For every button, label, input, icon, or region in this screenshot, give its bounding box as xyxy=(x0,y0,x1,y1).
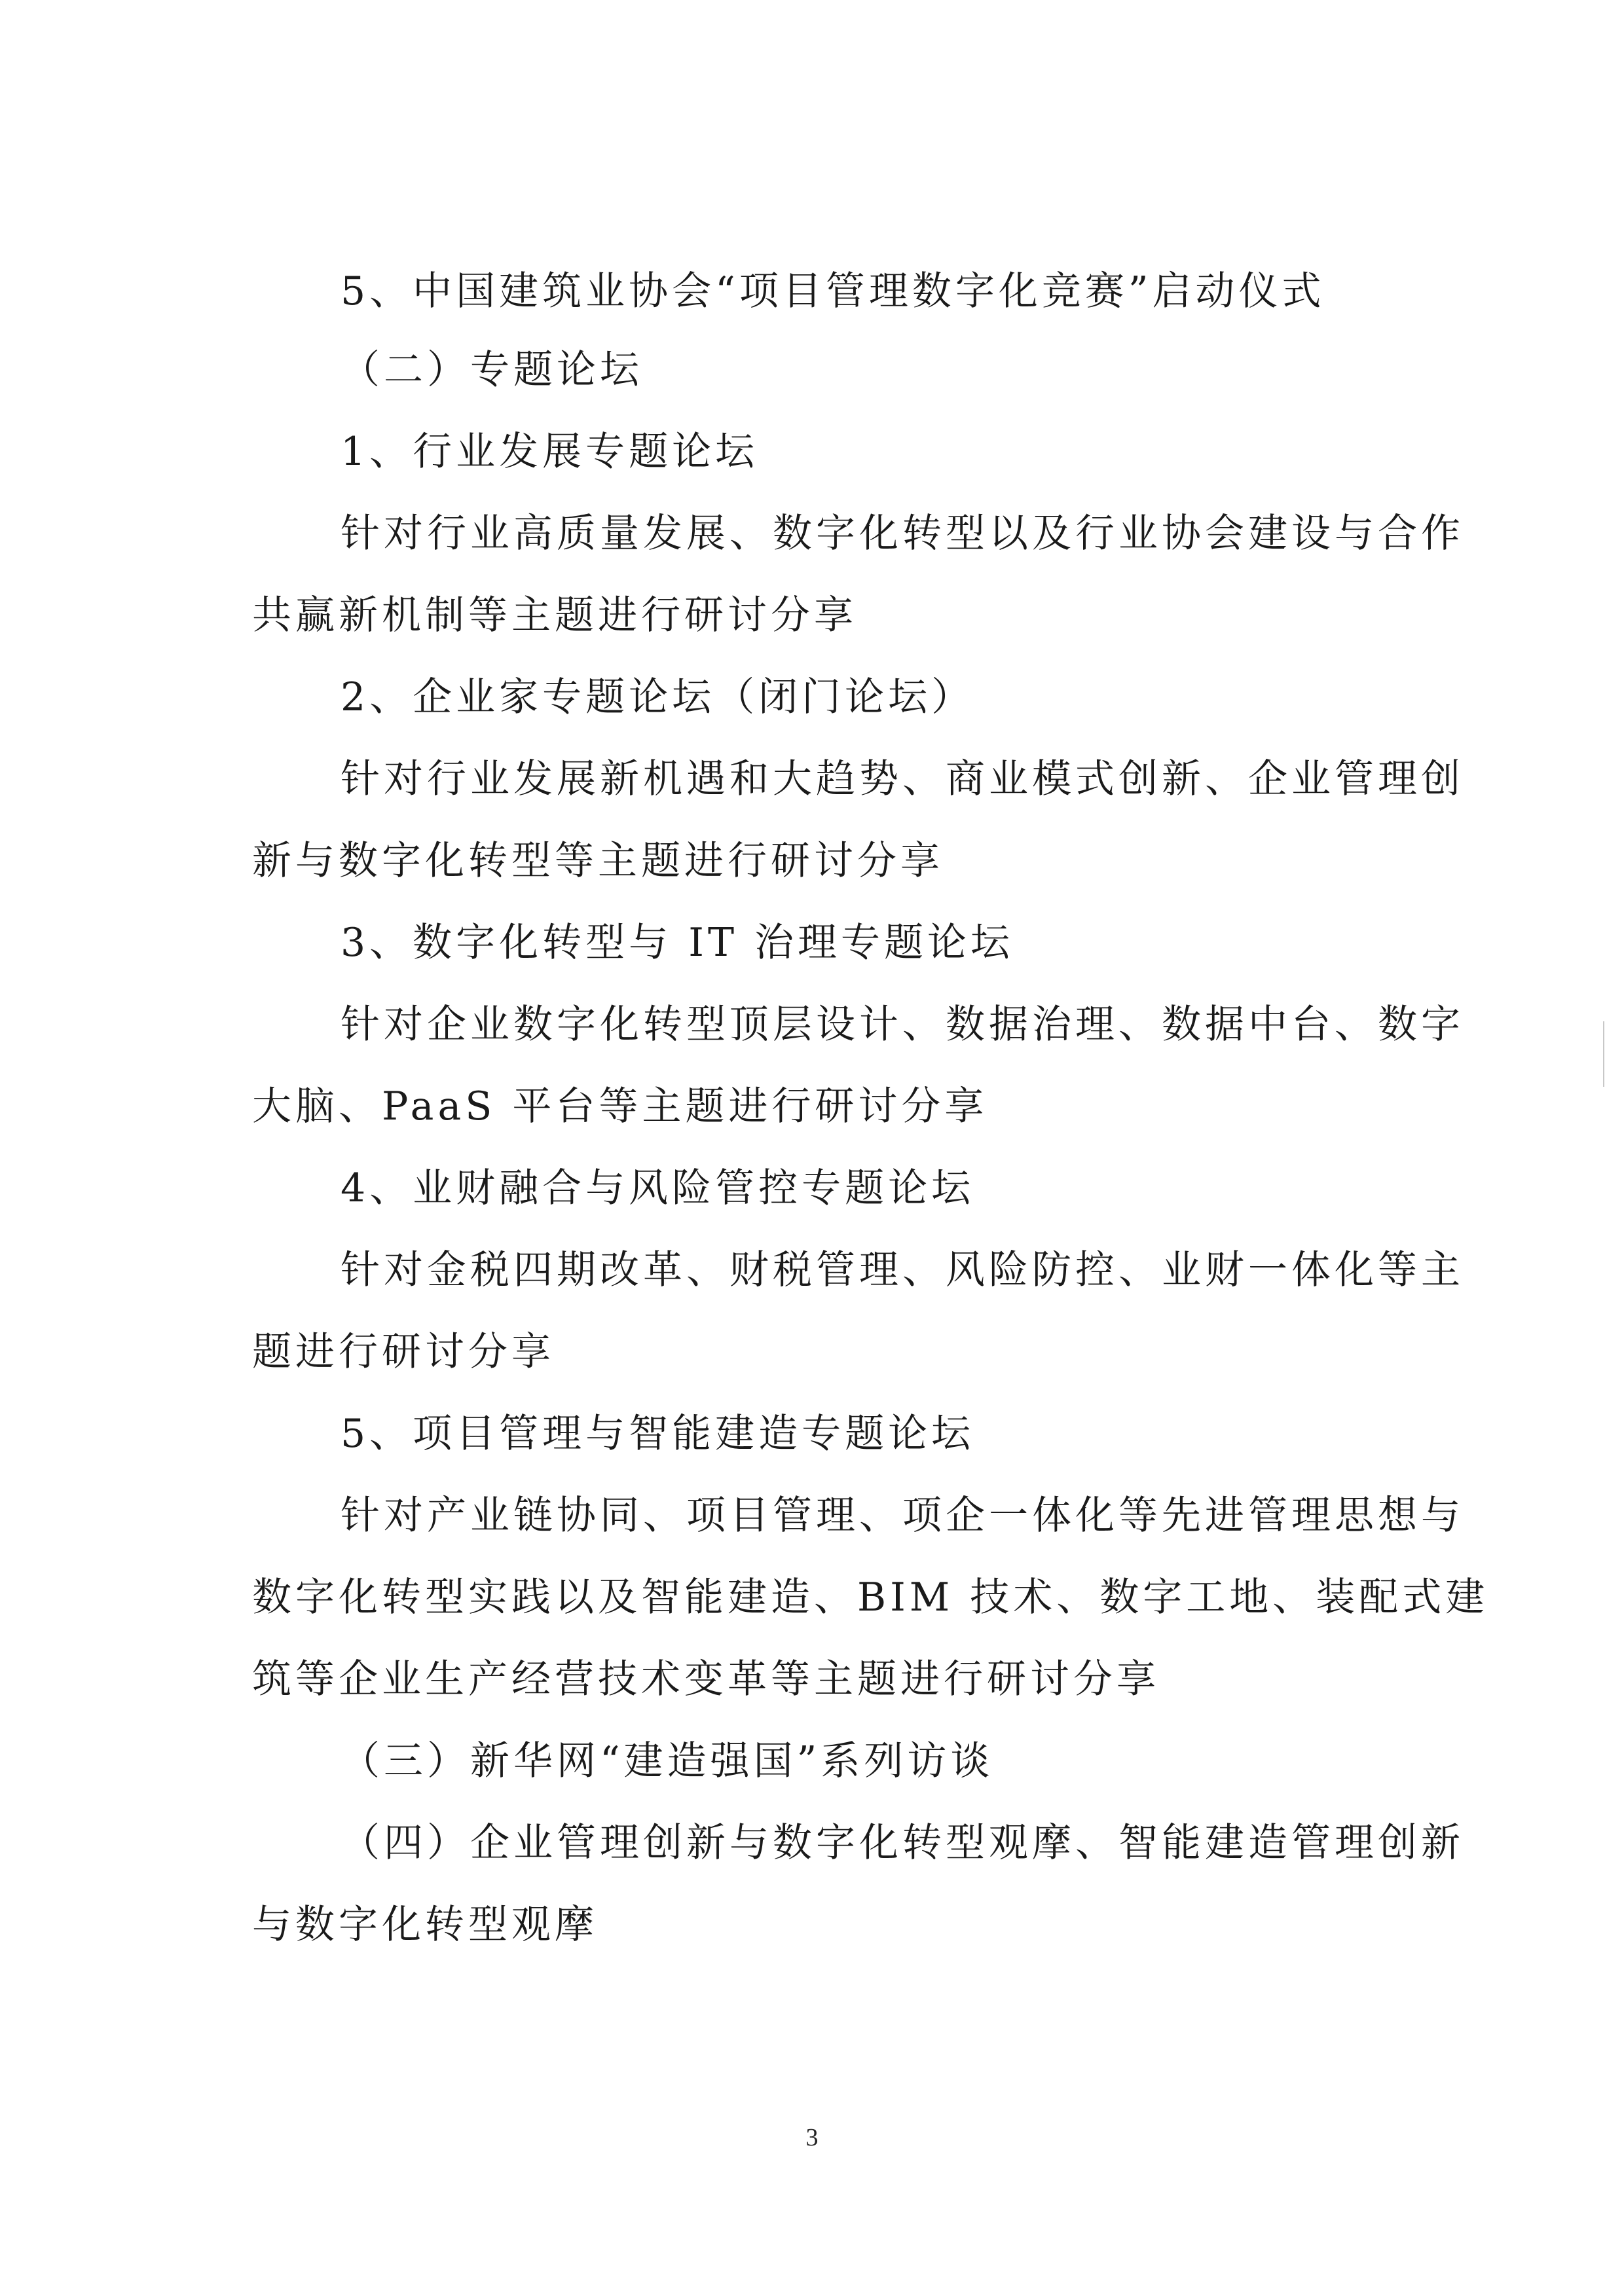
section-heading-observation-continued: 与数字化转型观摩 xyxy=(252,1902,598,1948)
forum-title-entrepreneur: 2、企业家专题论坛（闭门论坛） xyxy=(341,674,975,720)
forum-title-industry-development: 1、行业发展专题论坛 xyxy=(341,429,759,475)
forum-description-line: 共赢新机制等主题进行研讨分享 xyxy=(252,592,857,638)
forum-description-line: 筑等企业生产经营技术变革等主题进行研讨分享 xyxy=(252,1656,1160,1702)
forum-description-line: 针对行业高质量发展、数字化转型以及行业协会建设与合作 xyxy=(341,511,1464,556)
forum-description-line: 题进行研讨分享 xyxy=(252,1329,555,1375)
forum-description-line: 针对产业链协同、项目管理、项企一体化等先进管理思想与 xyxy=(341,1493,1464,1539)
text-line-launch-ceremony: 5、中国建筑业协会“项目管理数字化竞赛”启动仪式 xyxy=(341,268,1325,314)
forum-description-line: 数字化转型实践以及智能建造、BIM 技术、数字工地、装配式建 xyxy=(252,1575,1489,1620)
scan-edge-mark xyxy=(1603,1021,1604,1087)
section-heading-interview-series: （三）新华网“建造强国”系列访谈 xyxy=(341,1738,994,1784)
forum-description-line: 针对金税四期改革、财税管理、风险防控、业财一体化等主 xyxy=(341,1247,1464,1293)
forum-description-line: 大脑、PaaS 平台等主题进行研讨分享 xyxy=(252,1084,988,1129)
forum-title-risk-control: 4、业财融合与风险管控专题论坛 xyxy=(341,1165,975,1211)
section-heading-special-forums: （二）专题论坛 xyxy=(341,347,643,393)
forum-title-smart-construction: 5、项目管理与智能建造专题论坛 xyxy=(341,1411,975,1457)
forum-description-line: 针对行业发展新机遇和大趋势、商业模式创新、企业管理创 xyxy=(341,756,1464,802)
page-number: 3 xyxy=(805,2124,819,2151)
section-heading-observation: （四）企业管理创新与数字化转型观摩、智能建造管理创新 xyxy=(341,1820,1464,1866)
forum-title-it-governance: 3、数字化转型与 IT 治理专题论坛 xyxy=(341,920,1014,966)
forum-description-line: 针对企业数字化转型顶层设计、数据治理、数据中台、数字 xyxy=(341,1002,1464,1048)
forum-description-line: 新与数字化转型等主题进行研讨分享 xyxy=(252,838,944,884)
